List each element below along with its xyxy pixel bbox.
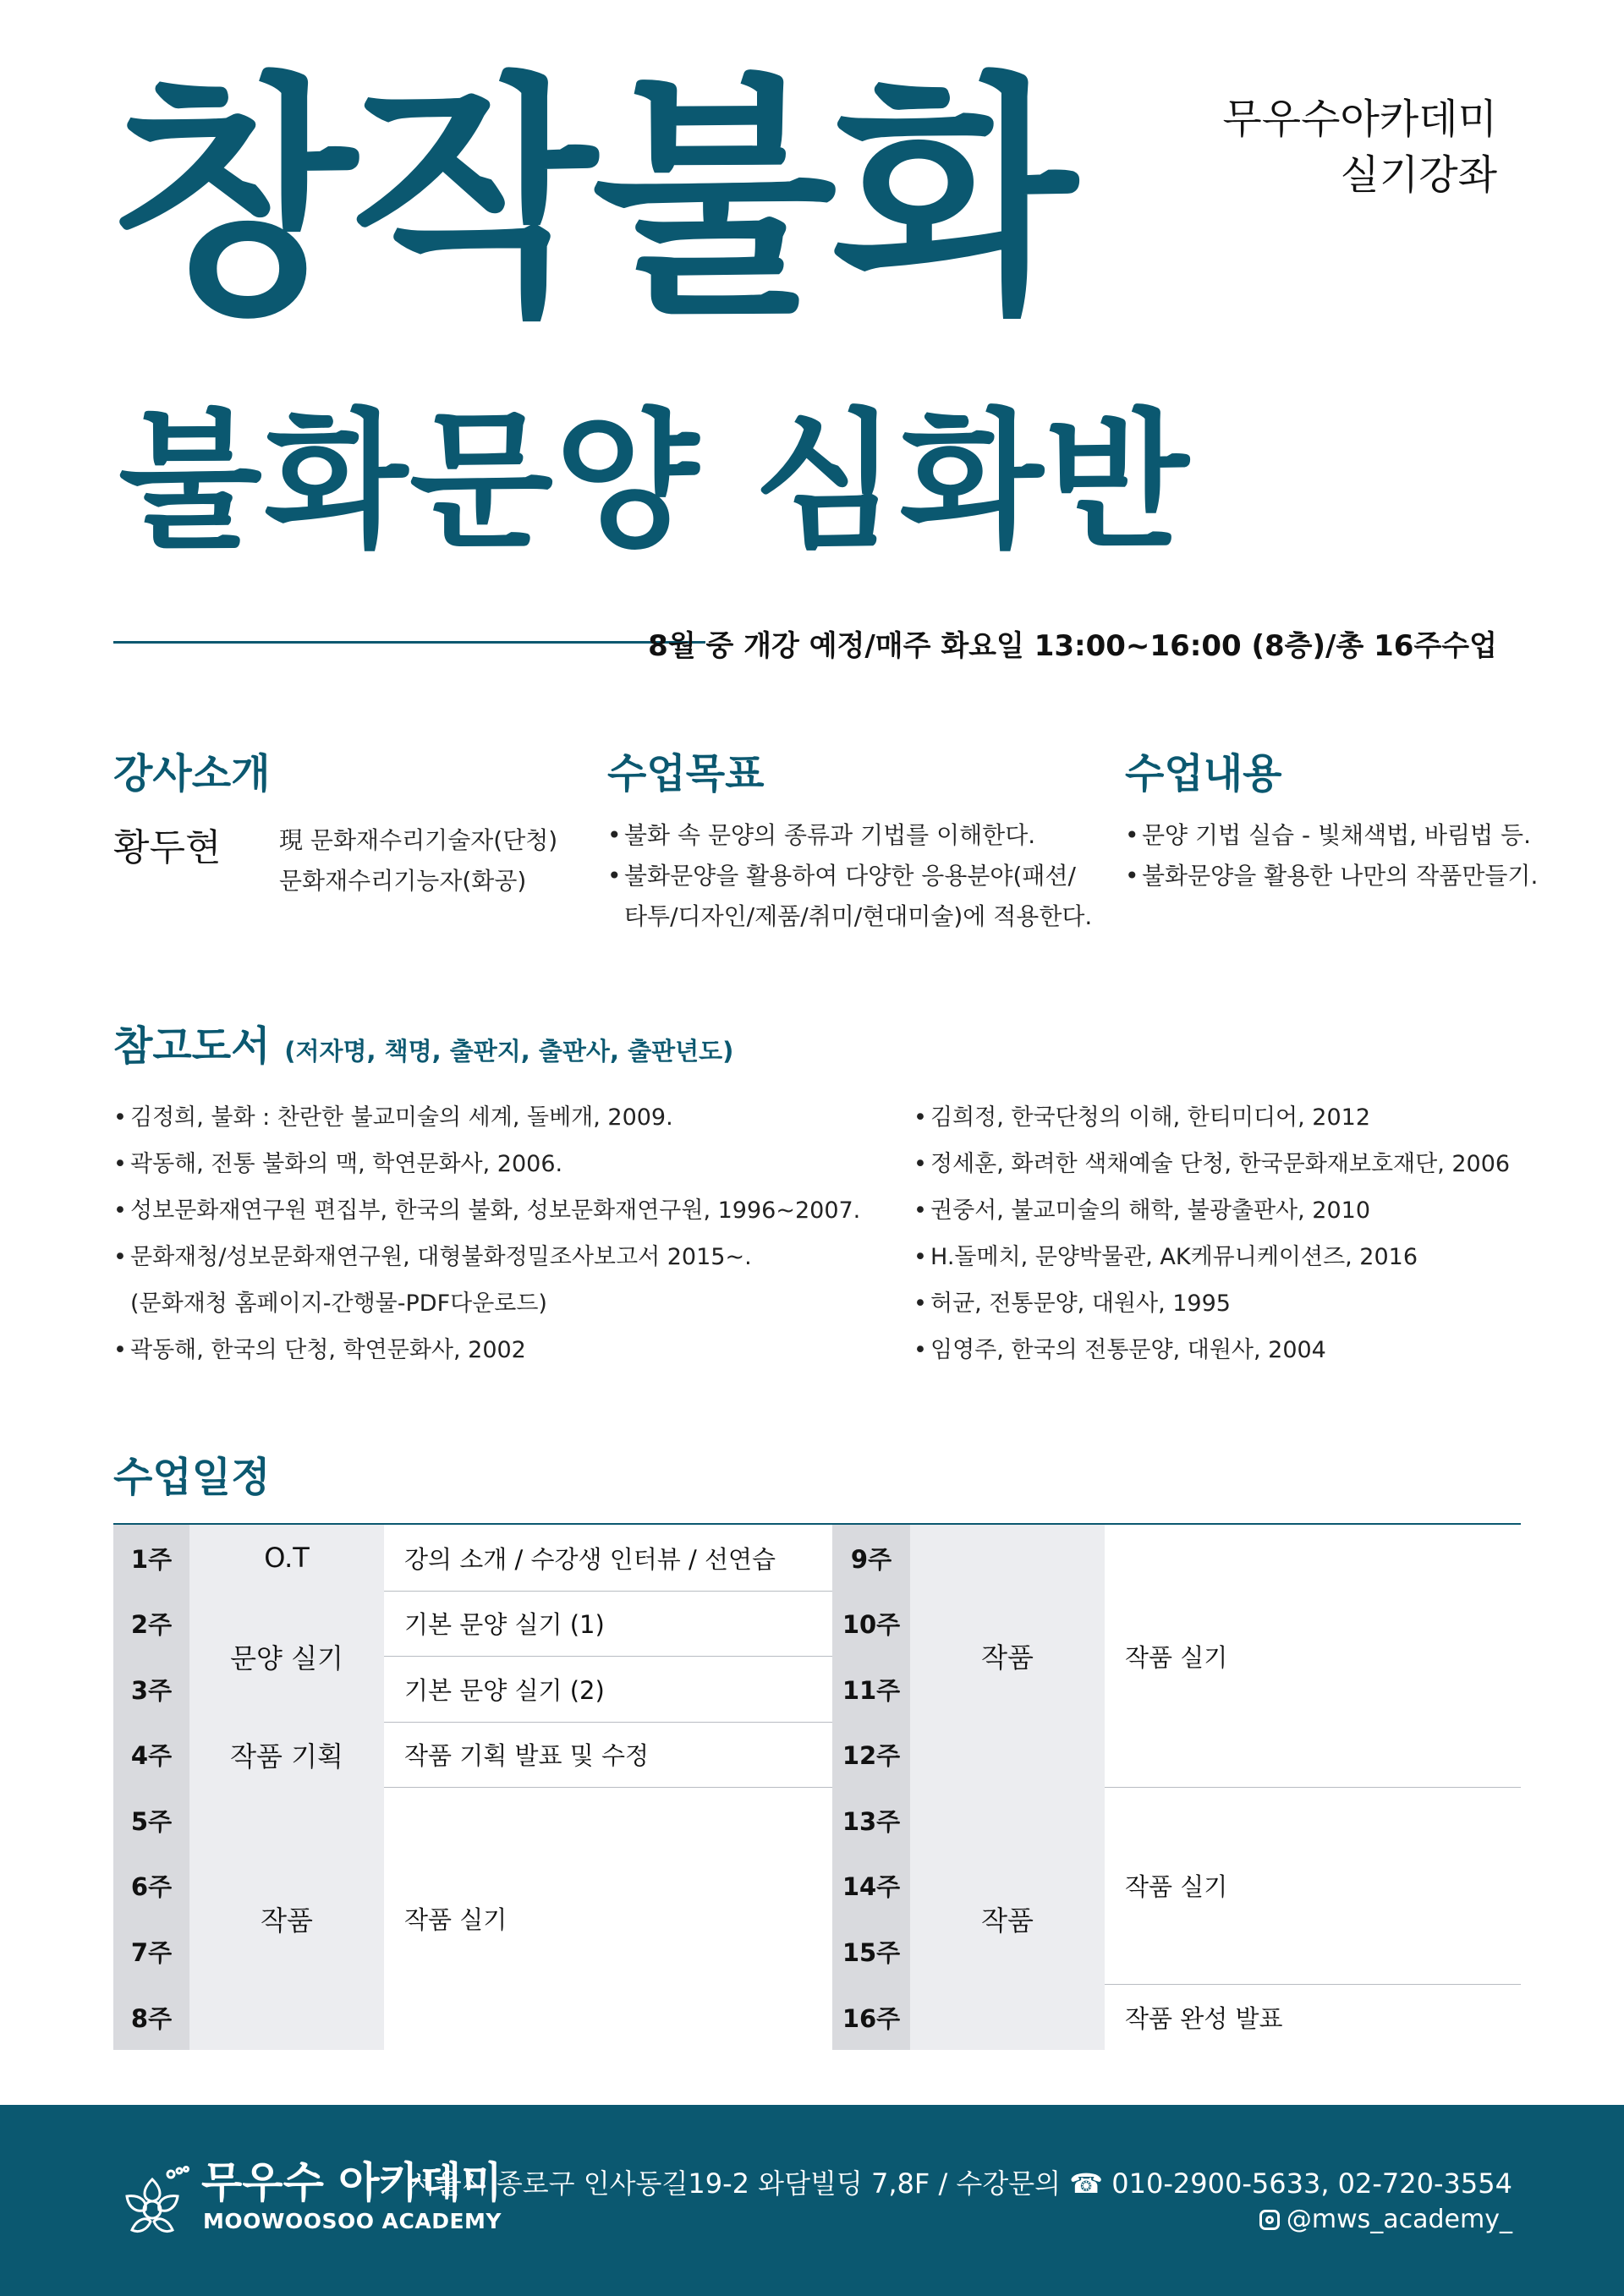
list-item: • 허균, 전통문양, 대원사, 1995 (914, 1280, 1510, 1327)
week-cell: 7주 (113, 1918, 189, 1984)
org-name (1222, 91, 1497, 203)
week-cell: 14주 (832, 1853, 910, 1918)
instructor-credentials (279, 820, 557, 901)
list-item: • 불화문양을 활용한 나만의 작품만들기. (1125, 856, 1538, 896)
footer (0, 2105, 1624, 2296)
references-heading (113, 1013, 733, 1071)
row-divider (1105, 1984, 1521, 1985)
lotus-logo-icon (112, 2162, 193, 2244)
week-cell: 11주 (832, 1656, 910, 1722)
schedule-table (113, 1523, 1521, 2050)
content-cell: 기본 문양 실기 (1) (384, 1591, 832, 1656)
week-cell: 2주 (113, 1591, 189, 1656)
week-cell: 13주 (832, 1787, 910, 1853)
page-subtitle: 불화문양 심화반 (118, 395, 1191, 568)
week-cell: 12주 (832, 1722, 910, 1787)
list-item: • 권중서, 불교미술의 해학, 불광출판사, 2010 (914, 1187, 1510, 1234)
row-divider (384, 1722, 832, 1723)
address-contact: 서울시 종로구 인사동길19-2 와담빌딩 7,8F / 수강문의 ☎ 010-2900-5633, 02-720-3554 (409, 2167, 1512, 2200)
row-divider (384, 1656, 832, 1657)
category-cell: 작품 기획 (189, 1722, 384, 1787)
category-cell: 작품 (910, 1525, 1105, 1787)
schedule-info: 8월 중 개강 예정/매주 화요일 13:00~16:00 (8층)/총 16주수업 (648, 629, 1497, 663)
references-title: 참고도서 (113, 1022, 271, 1070)
org-line-2: 실기강좌 (1340, 151, 1497, 199)
list-item: • 곽동해, 전통 불화의 맥, 학연문화사, 2006. (113, 1141, 860, 1187)
schedule-heading: 수업일정 (113, 1454, 271, 1501)
category-cell: O.T (189, 1525, 384, 1591)
list-item: • 곽동해, 한국의 단청, 학연문화사, 2002 (113, 1327, 860, 1373)
category-cell: 문양 실기 (189, 1591, 384, 1722)
goals-list (607, 815, 1092, 937)
week-cell: 16주 (832, 1984, 910, 2050)
content-list (1125, 815, 1538, 896)
week-cell: 6주 (113, 1853, 189, 1918)
credential-item: 문화재수리기능자(화공) (279, 867, 527, 895)
page-title: 창작불화 (112, 52, 1073, 348)
week-cell: 15주 (832, 1918, 910, 1984)
category-cell: 작품 (189, 1787, 384, 2050)
list-item: • 불화 속 문양의 종류과 기법를 이해한다. (607, 815, 1092, 856)
references-subtitle: (저자명, 책명, 출판지, 출판사, 출판년도) (284, 1037, 734, 1066)
list-item: • 문화재청/성보문화재연구원, 대형불화정밀조사보고서 2015~. (문화재청 홈페이지-간행물-PDF다운로드) (113, 1234, 860, 1327)
list-item: • 김희정, 한국단청의 이해, 한티미디어, 2012 (914, 1094, 1510, 1141)
instagram-icon (1259, 2210, 1280, 2230)
content-cell: 기본 문양 실기 (2) (384, 1656, 832, 1722)
divider-line (113, 641, 705, 644)
references-left-list (113, 1094, 860, 1373)
academy-name: 무우수 아카데미 (201, 2158, 502, 2207)
week-cell: 5주 (113, 1787, 189, 1853)
credential-item: 現 문화재수리기술자(단청) (279, 826, 558, 854)
content-cell: 작품 실기 (384, 1787, 832, 2050)
org-line-1: 무우수아카데미 (1222, 96, 1497, 143)
academy-english-name: MOOWOOSOO ACADEMY (203, 2209, 502, 2233)
week-cell: 10주 (832, 1591, 910, 1656)
week-cell: 4주 (113, 1722, 189, 1787)
sns-handle-text: @mws_academy_ (1286, 2205, 1512, 2234)
content-cell: 작품 기획 발표 및 수정 (384, 1722, 832, 1787)
week-cell: 1주 (113, 1525, 189, 1591)
content-heading: 수업내용 (1125, 750, 1282, 797)
list-item: • H.돌메치, 문양박물관, AK케뮤니케이션즈, 2016 (914, 1234, 1510, 1280)
row-divider (384, 1787, 832, 1788)
list-item: • 불화문양을 활용하여 다양한 응용분야(패션/ 타투/디자인/제품/취미/현대미술)에 적용한다. (607, 856, 1092, 937)
week-cell: 8주 (113, 1984, 189, 2050)
instructor-heading: 강사소개 (113, 750, 271, 797)
category-cell: 작품 (910, 1787, 1105, 2050)
list-item: • 정세훈, 화려한 색채예술 단청, 한국문화재보호재단, 2006 (914, 1141, 1510, 1187)
content-cell: 작품 실기 (1105, 1525, 1521, 1787)
week-cell: 9주 (832, 1525, 910, 1591)
list-item: • 김정희, 불화 : 찬란한 불교미술의 세계, 돌베개, 2009. (113, 1094, 860, 1141)
week-cell: 3주 (113, 1656, 189, 1722)
row-divider (384, 1591, 832, 1592)
content-cell: 작품 실기 (1105, 1787, 1521, 1984)
row-divider (1105, 1787, 1521, 1788)
content-cell: 작품 완성 발표 (1105, 1984, 1521, 2050)
sns-handle[interactable] (1259, 2205, 1512, 2234)
list-item: • 성보문화재연구원 편집부, 한국의 불화, 성보문화재연구원, 1996~2007. (113, 1187, 860, 1234)
content-cell: 강의 소개 / 수강생 인터뷰 / 선연습 (384, 1525, 832, 1591)
list-item: • 문양 기법 실습 - 빛채색법, 바림법 등. (1125, 815, 1538, 856)
goals-heading: 수업목표 (607, 750, 765, 797)
references-right-list (914, 1094, 1510, 1373)
list-item: • 임영주, 한국의 전통문양, 대원사, 2004 (914, 1327, 1510, 1373)
instructor-name: 황두현 (113, 826, 222, 869)
